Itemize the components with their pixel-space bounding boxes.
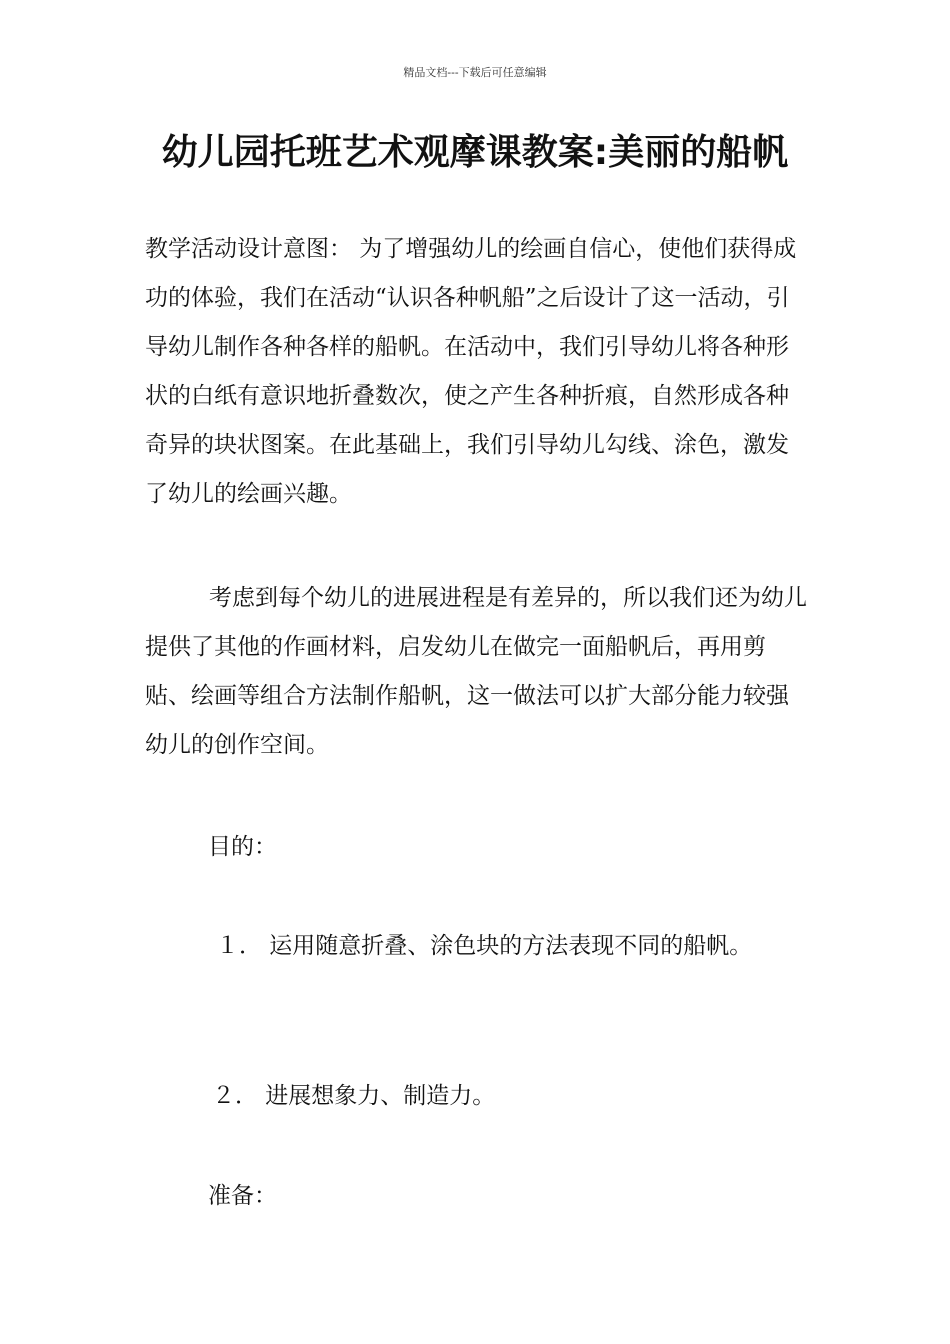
intro-paragraph: 教学活动设计意图： 为了增强幼儿的绘画自信心，使他们获得成功的体验，我们在活动“认识各种帆船”之后设计了这一活动，引导幼儿制作各种各样的船帆。在活动中，我们引导幼儿将各种形状的白纸有意识地折叠数次，使之产生各种折痕，自然形成各种奇异的块状图案。在此基础上，我们引导幼儿勾线、涂色，激发了幼儿的绘画兴趣。 xyxy=(145,236,797,507)
document-title: 幼儿园托班艺术观摩课教案:美丽的船帆 xyxy=(161,132,789,173)
goal-item: ２． 进展想象力、制造力。 xyxy=(212,1083,496,1109)
page-header: 精品文档---下载后可任意编辑 xyxy=(403,66,547,79)
preparation-heading: 准备： xyxy=(208,1183,277,1209)
goals-heading: 目的： xyxy=(208,834,277,860)
differentiation-paragraph: 考虑到每个幼儿的进展进程是有差异的，所以我们还为幼儿提供了其他的作画材料，启发幼儿在做完一面船帆后，再用剪贴、绘画等组合方法制作船帆，这一做法可以扩大部分能力较强幼儿的创作空间。 xyxy=(145,585,807,758)
goal-item: １． 运用随意折叠、涂色块的方法表现不同的船帆。 xyxy=(216,933,753,959)
